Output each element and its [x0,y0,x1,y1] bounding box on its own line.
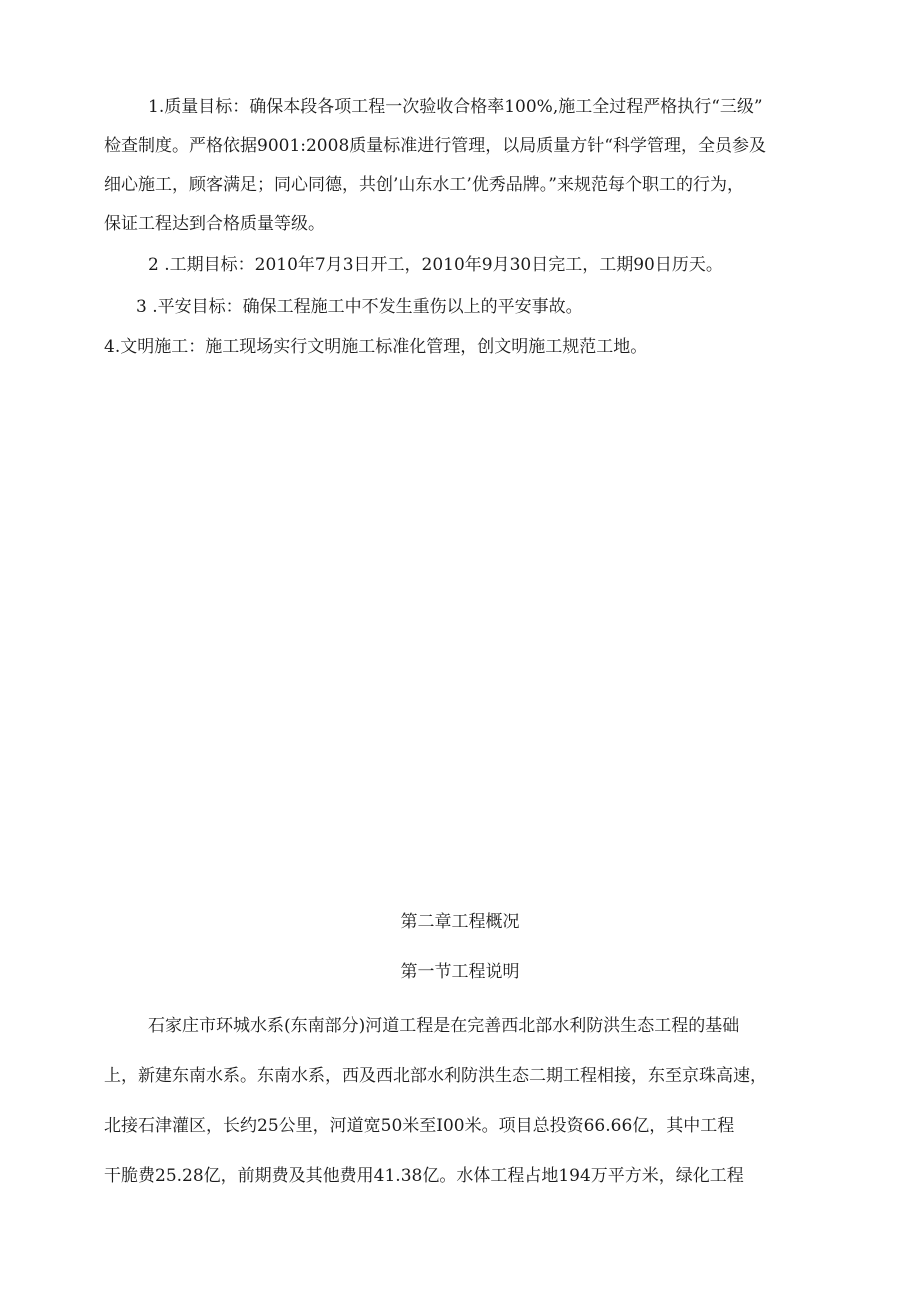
section-title: 第一节工程说明 [400,962,520,982]
project-description-line-3: 北接石津灌区，长约25公里，河道宽50米至I00米。项目总投资66.66亿，其中工程 [104,1116,735,1136]
schedule-goal: 2 .工期目标：2010年7月3日开工，2010年9月30日完工，工期90日历天。 [148,255,723,275]
quality-goal-line-4: 保证工程达到合格质量等级。 [104,214,325,234]
chapter-title: 第二章工程概况 [400,912,520,932]
quality-goal-line-3: 细心施工，顾客满足；同心同德，共创’山东水工’优秀品牌。”来规范每个职工的行为， [104,175,744,195]
quality-goal-line-1: 1.质量目标：确保本段各项工程一次验收合格率100%,施工全过程严格执行“三级” [148,97,763,117]
quality-goal-line-2: 检查制度。严格依据9001:2008质量标准进行管理，以局质量方针“科学管理，全员参及 [104,136,766,156]
project-description-line-2: 上，新建东南水系。东南水系，西及西北部水利防洪生态二期工程相接，东至京珠高速， [104,1066,767,1086]
project-description-line-4: 干脆费25.28亿，前期费及其他费用41.38亿。水体工程占地194万平方米，绿化工程 [104,1166,744,1186]
project-description-line-1: 石家庄市环城水系(东南部分)河道工程是在完善西北部水利防洪生态工程的基础 [148,1016,740,1036]
safety-goal: 3 .平安目标：确保工程施工中不发生重伤以上的平安事故。 [136,297,583,317]
civilized-construction: 4.文明施工：施工现场实行文明施工标准化管理，创文明施工规范工地。 [104,337,648,357]
